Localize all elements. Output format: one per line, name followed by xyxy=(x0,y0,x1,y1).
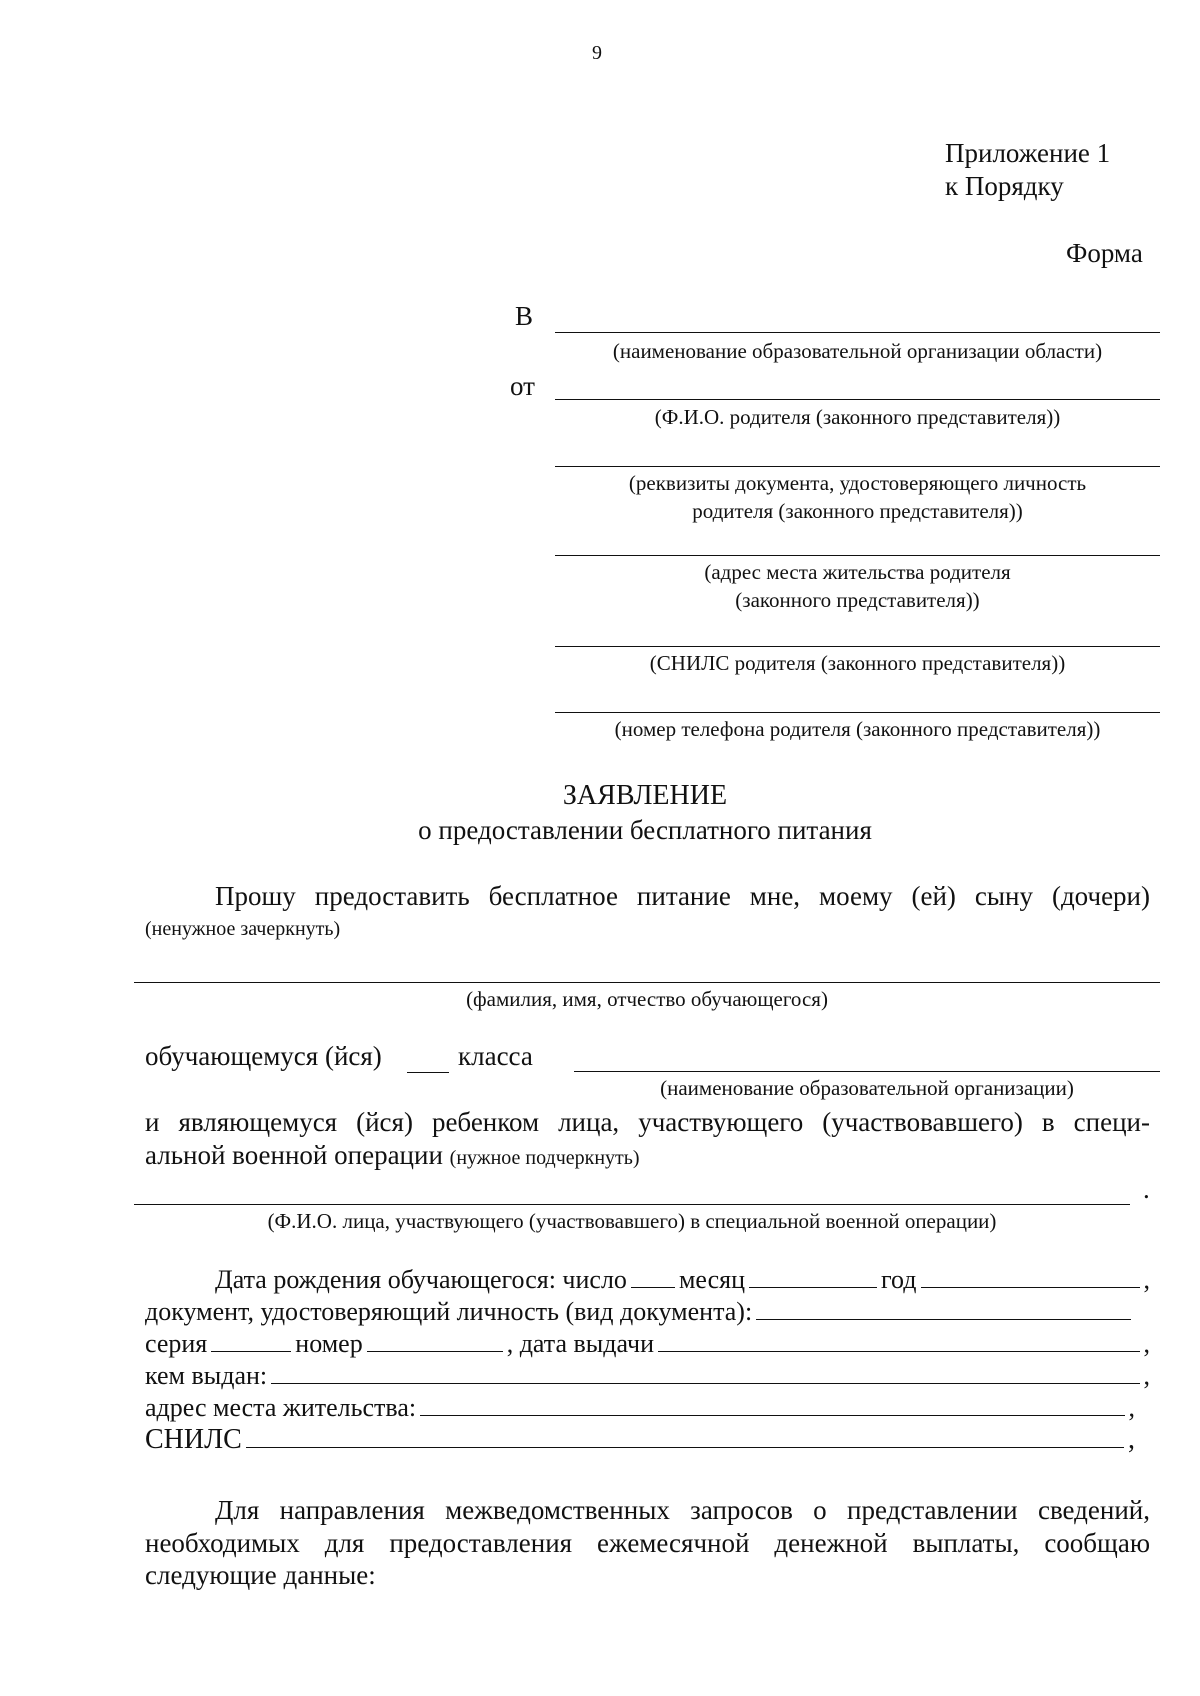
org-name-caption: (наименование образовательной организации области) xyxy=(612,339,1103,363)
student-fio-field[interactable] xyxy=(134,982,1160,983)
snils-label: СНИЛС xyxy=(145,1424,242,1455)
student-prefix: обучающемуся (йся) xyxy=(145,1041,382,1071)
student-address-row xyxy=(145,1392,1135,1424)
svo-line-2 xyxy=(145,1140,640,1171)
year-label: год xyxy=(881,1265,917,1294)
parent-address-field[interactable] xyxy=(555,555,1160,556)
snils-comma: , xyxy=(1128,1424,1135,1455)
parent-snils-field[interactable] xyxy=(555,646,1160,647)
parent-phone-caption: (номер телефона родителя (законного представителя)) xyxy=(614,717,1101,741)
parent-snils-caption: (СНИЛС родителя (законного представителя)) xyxy=(649,651,1066,675)
series-label: серия xyxy=(145,1329,208,1358)
birth-year-field[interactable] xyxy=(921,1265,1140,1288)
address-label: адрес места жительства: xyxy=(145,1393,417,1422)
parent-address-caption-2: (законного представителя)) xyxy=(735,588,980,612)
page-number: 9 xyxy=(592,42,602,64)
issued-by-row xyxy=(145,1360,1150,1392)
birth-day-field[interactable] xyxy=(631,1265,675,1288)
series-row-comma: , xyxy=(1143,1329,1150,1358)
interagency-line-2: необходимых для предоставления ежемесячной денежной выплаты, сообщаю xyxy=(145,1528,1150,1558)
issue-date-label: , дата выдачи xyxy=(506,1329,654,1358)
svo-person-fio-field[interactable] xyxy=(134,1204,1130,1205)
svo-person-fio-caption: (Ф.И.О. лица, участвующего (участвовавшего) в специальной военной операции) xyxy=(267,1209,997,1233)
svo-line-1: и являющемуся (йся) ребенком лица, участвующего (участвовавшего) в специ- xyxy=(145,1107,1150,1137)
form-label: Форма xyxy=(1066,238,1143,268)
parent-fio-field[interactable] xyxy=(555,399,1160,400)
from-prefix: от xyxy=(510,371,535,401)
document-subtitle: о предоставлении бесплатного питания xyxy=(418,815,872,845)
school-name-field[interactable] xyxy=(574,1071,1160,1072)
issued-by-comma: , xyxy=(1143,1361,1150,1390)
student-doc-row xyxy=(145,1296,1135,1328)
student-fio-caption: (фамилия, имя, отчество обучающегося) xyxy=(466,987,828,1011)
interagency-line-1: Для направления межведомственных запросов о представлении сведений, xyxy=(215,1495,1150,1525)
birth-label: Дата рождения обучающегося: число xyxy=(215,1265,627,1294)
parent-address-caption-1: (адрес места жительства родителя xyxy=(704,560,1011,584)
parent-doc-caption-2: родителя (законного представителя)) xyxy=(692,499,1023,523)
request-line-1: Прошу предоставить бесплатное питание мне, моему (ей) сыну (дочери) xyxy=(215,881,1150,911)
issued-by-field[interactable] xyxy=(271,1361,1139,1384)
appendix-line-2: к Порядку xyxy=(945,171,1064,201)
appendix-line-1: Приложение 1 xyxy=(945,138,1111,168)
month-label: месяц xyxy=(678,1265,745,1294)
svo-dot: . xyxy=(1143,1174,1150,1204)
birth-row-comma: , xyxy=(1143,1265,1150,1294)
issue-date-field[interactable] xyxy=(658,1329,1140,1352)
student-snils-row xyxy=(145,1424,1135,1456)
student-address-field[interactable] xyxy=(420,1393,1124,1416)
birth-month-field[interactable] xyxy=(749,1265,877,1288)
number-field[interactable] xyxy=(367,1329,503,1352)
school-name-caption: (наименование образовательной организации) xyxy=(660,1076,1074,1100)
series-field[interactable] xyxy=(211,1329,291,1352)
svo-underline-note: (нужное подчеркнуть) xyxy=(449,1147,640,1169)
birth-date-row xyxy=(215,1264,1150,1296)
parent-doc-caption-1: (реквизиты документа, удостоверяющего личность xyxy=(628,471,1087,495)
student-snils-field[interactable] xyxy=(246,1425,1124,1448)
address-comma: , xyxy=(1128,1393,1135,1422)
class-field[interactable] xyxy=(407,1072,449,1073)
parent-phone-field[interactable] xyxy=(555,712,1160,713)
number-label: номер xyxy=(295,1329,363,1358)
document-title: ЗАЯВЛЕНИЕ xyxy=(562,780,728,811)
org-name-field[interactable] xyxy=(555,332,1160,333)
parent-doc-field[interactable] xyxy=(555,466,1160,467)
issued-by-label: кем выдан: xyxy=(145,1361,268,1390)
class-word: класса xyxy=(458,1041,533,1071)
series-row xyxy=(145,1328,1150,1360)
student-doc-type-field[interactable] xyxy=(756,1297,1131,1320)
to-prefix: В xyxy=(515,301,534,331)
svo-line-2-text: альной военной операции xyxy=(145,1140,443,1170)
doc-label: документ, удостоверяющий личность (вид документа): xyxy=(145,1297,753,1326)
interagency-line-3: следующие данные: xyxy=(145,1560,376,1590)
parent-fio-caption: (Ф.И.О. родителя (законного представителя)) xyxy=(654,405,1061,429)
strike-note: (ненужное зачеркнуть) xyxy=(145,918,341,940)
